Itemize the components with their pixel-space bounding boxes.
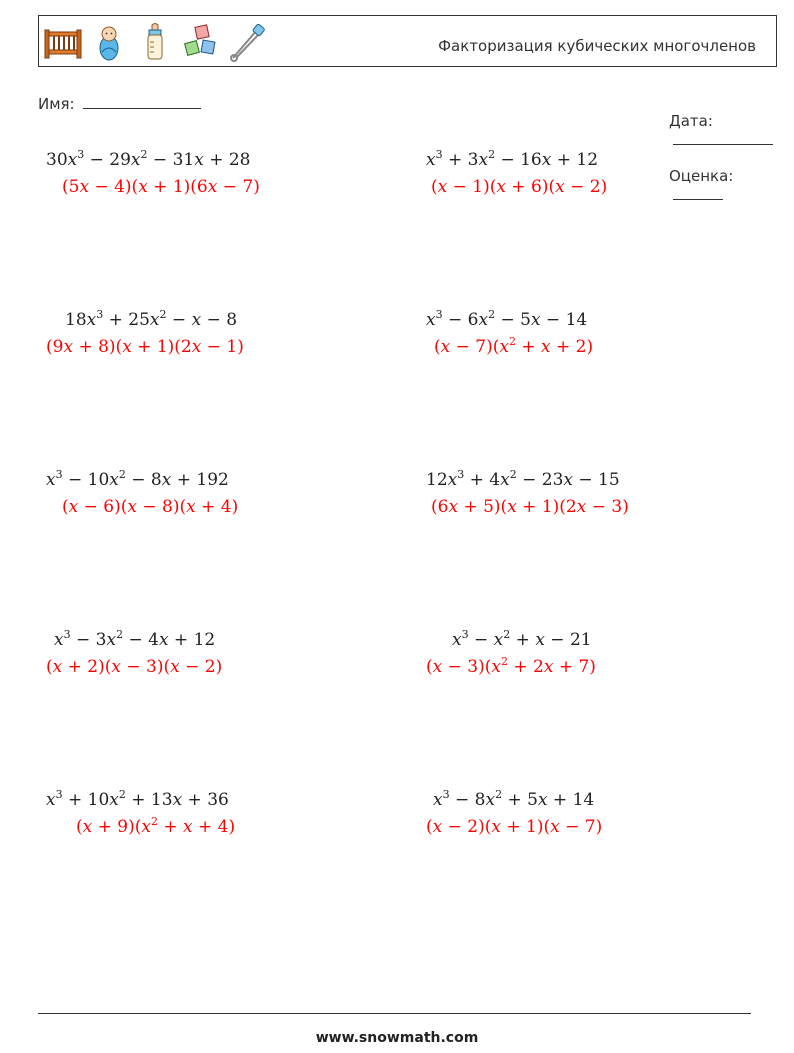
problem-4: [426, 310, 593, 357]
math-text: + 192: [171, 470, 229, 490]
date-blank-line[interactable]: [673, 130, 773, 145]
math-variable: x: [478, 310, 489, 330]
problem-10: [426, 790, 602, 837]
header-icons: [43, 21, 267, 63]
math-variable: x: [541, 150, 552, 170]
math-text: − 5: [495, 310, 531, 330]
math-variable: x: [172, 790, 183, 810]
math-variable: x: [550, 817, 560, 837]
problem-1-question: [46, 150, 260, 170]
math-variable: x: [507, 497, 517, 517]
problem-8-question: [452, 630, 596, 650]
math-variable: x: [111, 657, 121, 677]
name-label: Имя:: [38, 95, 75, 113]
math-variable: x: [149, 310, 160, 330]
problem-2-question: [426, 150, 607, 170]
problem-2: [426, 150, 607, 197]
problem-6-question: [426, 470, 629, 490]
math-text: (: [431, 177, 438, 197]
math-variable: x: [500, 470, 510, 490]
math-text: − 16: [495, 150, 542, 170]
problem-3: [46, 310, 244, 357]
problem-9: [46, 790, 235, 837]
math-text: (: [434, 337, 441, 357]
math-variable: x: [496, 177, 506, 197]
math-variable: x: [485, 790, 496, 810]
math-variable: x: [447, 470, 458, 490]
math-exponent: 3: [55, 788, 63, 801]
math-text: −: [166, 310, 192, 330]
problem-9-answer: [76, 817, 235, 837]
math-text: + 3: [442, 150, 479, 170]
math-text: − 29: [84, 150, 131, 170]
math-text: (: [62, 497, 69, 517]
math-exponent: 3: [442, 788, 450, 801]
math-variable: x: [452, 630, 462, 650]
math-text: − 2)(: [442, 817, 492, 837]
math-exponent: 3: [96, 308, 104, 321]
math-text: − 3: [70, 630, 107, 650]
math-text: − 2): [564, 177, 608, 197]
date-label: Дата:: [669, 112, 713, 130]
math-variable: x: [127, 497, 137, 517]
math-text: + 7): [553, 657, 596, 677]
math-variable: x: [130, 150, 141, 170]
math-text: + 4: [464, 470, 501, 490]
math-text: + 28: [203, 150, 251, 170]
math-variable: x: [67, 150, 78, 170]
math-text: − 21: [544, 630, 592, 650]
math-variable: x: [432, 817, 443, 837]
math-variable: x: [54, 630, 64, 650]
problem-5-question: [46, 470, 238, 490]
math-text: + 6)(: [505, 177, 556, 197]
math-variable: x: [499, 337, 509, 357]
math-text: + 14: [547, 790, 595, 810]
math-text: + 8)(: [73, 337, 123, 357]
math-text: − 8)(: [136, 497, 187, 517]
math-text: + 1)(2: [516, 497, 577, 517]
math-variable: x: [191, 337, 202, 357]
math-text: − 6)(: [78, 497, 128, 517]
math-variable: x: [79, 177, 90, 197]
grade-label: Оценка:: [669, 167, 734, 185]
math-exponent: 3: [435, 148, 443, 161]
math-text: − 7): [217, 177, 260, 197]
math-exponent: 2: [159, 308, 167, 321]
math-text: − 14: [540, 310, 588, 330]
math-text: − 31: [147, 150, 195, 170]
math-text: + 2: [507, 657, 544, 677]
math-text: − 8: [125, 470, 162, 490]
math-variable: x: [106, 630, 117, 650]
math-variable: x: [432, 657, 443, 677]
math-variable: x: [194, 150, 204, 170]
problem-2-answer: [431, 177, 607, 197]
math-text: + 12: [551, 150, 599, 170]
math-exponent: 2: [118, 468, 126, 481]
math-variable: x: [46, 470, 56, 490]
math-text: + 25: [103, 310, 150, 330]
math-text: − 1): [201, 337, 244, 357]
worksheet-header: [38, 15, 777, 67]
grade-blank-line[interactable]: [673, 185, 723, 200]
problem-4-question: [426, 310, 593, 330]
math-text: + 2)(: [62, 657, 112, 677]
math-text: − 3)(: [442, 657, 492, 677]
problem-6: [426, 470, 629, 517]
problem-7: [46, 630, 222, 677]
math-exponent: 2: [488, 308, 496, 321]
safety-pin-icon: [227, 22, 267, 62]
math-exponent: 3: [457, 468, 465, 481]
math-variable: x: [493, 630, 504, 650]
name-field: [38, 94, 201, 113]
math-text: + 36: [182, 790, 229, 810]
math-text: − 1)(: [447, 177, 497, 197]
math-text: − 3): [586, 497, 629, 517]
math-text: (: [426, 657, 433, 677]
problem-9-question: [46, 790, 235, 810]
problem-5-answer: [62, 497, 238, 517]
math-variable: x: [161, 470, 172, 490]
math-text: + 5)(: [458, 497, 508, 517]
math-text: + 4): [192, 817, 236, 837]
date-grade-fields: [650, 94, 773, 222]
abc-blocks-icon: [181, 22, 221, 62]
math-exponent: 2: [500, 655, 508, 668]
math-variable: x: [426, 310, 436, 330]
problem-7-question: [54, 630, 222, 650]
math-variable: x: [68, 497, 79, 517]
problem-6-answer: [431, 497, 629, 517]
math-text: − 8: [449, 790, 486, 810]
problem-10-question: [433, 790, 602, 810]
math-text: +: [510, 630, 536, 650]
math-variable: x: [491, 657, 501, 677]
math-variable: x: [555, 177, 565, 197]
math-text: + 13: [125, 790, 173, 810]
math-text: 18: [65, 310, 87, 330]
math-variable: x: [191, 310, 202, 330]
math-variable: x: [478, 150, 489, 170]
math-exponent: 2: [140, 148, 148, 161]
math-variable: x: [207, 177, 218, 197]
footer-divider: [38, 1013, 751, 1014]
math-text: − 23: [516, 470, 564, 490]
math-variable: x: [186, 497, 196, 517]
math-text: (: [76, 817, 83, 837]
math-exponent: 3: [435, 308, 443, 321]
math-text: − 10: [62, 470, 110, 490]
math-text: + 1)(6: [147, 177, 208, 197]
problem-3-question: [65, 310, 244, 330]
problem-1-answer: [62, 177, 260, 197]
math-variable: x: [433, 790, 443, 810]
math-text: (: [426, 817, 433, 837]
math-variable: x: [109, 790, 119, 810]
problem-8: [426, 630, 596, 677]
math-text: − 4)(: [89, 177, 139, 197]
math-exponent: 2: [509, 468, 517, 481]
math-exponent: 2: [118, 788, 126, 801]
worksheet-title: Факторизация кубических многочленов: [438, 37, 756, 55]
math-text: − 7)(: [450, 337, 500, 357]
math-variable: x: [448, 497, 459, 517]
math-exponent: 3: [461, 628, 469, 641]
math-exponent: 2: [495, 788, 503, 801]
problem-4-answer: [434, 337, 593, 357]
math-variable: x: [491, 817, 501, 837]
math-variable: x: [63, 337, 74, 357]
math-text: +: [515, 337, 542, 357]
math-text: − 3)(: [120, 657, 171, 677]
math-exponent: 3: [55, 468, 63, 481]
math-text: + 2): [550, 337, 594, 357]
math-text: − 6: [442, 310, 479, 330]
math-variable: x: [537, 790, 548, 810]
math-text: − 7): [559, 817, 603, 837]
math-text: + 5: [502, 790, 538, 810]
math-text: + 4): [195, 497, 239, 517]
math-variable: x: [183, 817, 193, 837]
math-text: + 9)(: [92, 817, 142, 837]
math-text: + 1)(: [500, 817, 551, 837]
problem-1: [46, 150, 260, 197]
math-variable: x: [530, 310, 541, 330]
math-text: +: [157, 817, 184, 837]
math-variable: x: [563, 470, 573, 490]
crib-icon: [43, 22, 83, 62]
math-variable: x: [138, 177, 148, 197]
math-variable: x: [535, 630, 545, 650]
math-exponent: 2: [508, 335, 516, 348]
math-variable: x: [52, 657, 63, 677]
math-variable: x: [82, 817, 93, 837]
math-variable: x: [437, 177, 448, 197]
math-text: (5: [62, 177, 80, 197]
math-variable: x: [141, 817, 151, 837]
math-text: − 4: [123, 630, 159, 650]
math-text: + 10: [62, 790, 110, 810]
math-text: − 15: [572, 470, 620, 490]
math-text: (6: [431, 497, 449, 517]
math-variable: x: [109, 470, 119, 490]
math-exponent: 2: [116, 628, 124, 641]
math-text: 30: [46, 150, 68, 170]
math-text: + 12: [168, 630, 216, 650]
math-variable: x: [158, 630, 169, 650]
math-exponent: 2: [503, 628, 511, 641]
problem-3-answer: [46, 337, 244, 357]
problem-8-answer: [426, 657, 596, 677]
math-variable: x: [170, 657, 180, 677]
math-exponent: 3: [77, 148, 85, 161]
problem-7-answer: [46, 657, 222, 677]
math-text: − 8: [201, 310, 238, 330]
problem-5: [46, 470, 238, 517]
math-variable: x: [426, 150, 436, 170]
swaddled-baby-icon: [89, 22, 129, 62]
math-text: 12: [426, 470, 448, 490]
math-variable: x: [541, 337, 551, 357]
math-text: (: [46, 657, 53, 677]
name-blank-line[interactable]: [83, 94, 201, 109]
baby-bottle-icon: [135, 22, 175, 62]
math-variable: x: [122, 337, 132, 357]
math-variable: x: [543, 657, 554, 677]
math-text: −: [468, 630, 494, 650]
math-text: + 1)(2: [131, 337, 192, 357]
math-text: (9: [46, 337, 64, 357]
math-variable: x: [86, 310, 97, 330]
math-variable: x: [46, 790, 56, 810]
math-exponent: 3: [63, 628, 71, 641]
math-variable: x: [440, 337, 451, 357]
math-exponent: 2: [488, 148, 496, 161]
footer-website: www.snowmath.com: [315, 1030, 479, 1046]
math-variable: x: [576, 497, 587, 517]
problem-10-answer: [426, 817, 602, 837]
math-text: − 2): [179, 657, 223, 677]
math-exponent: 2: [150, 815, 158, 828]
